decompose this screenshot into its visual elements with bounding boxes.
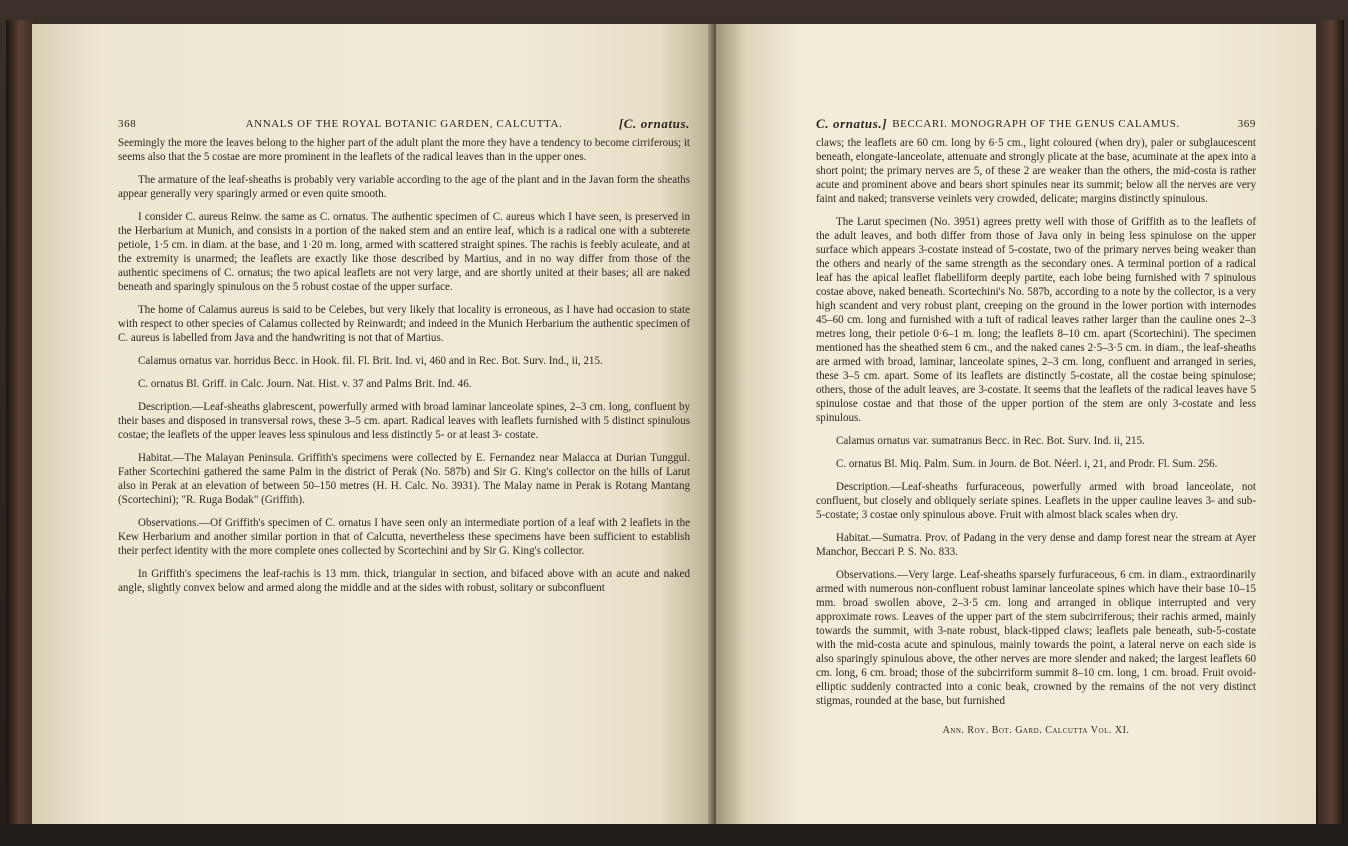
paragraph: In Griffith's specimens the leaf-rachis is 13 mm. thick, triangular in section, and bifaced above with an acute and naked angle, slightly convex below and armed along the middle and at the sides with robust, solitary or subconfluent <box>118 568 690 594</box>
habitat-paragraph: Habitat.—The Malayan Peninsula. Griffith's specimens were collected by E. Fernandez near Malacca at Durian Tunggul. Father Scortechini gathered the same Palm in the district of Perak (No. 587b) and Sir G. King's collector on the hills of Larut also in Perak at an elevation of between 50–150 metres (H. H. Calc. No. 3931). The Malay name in Perak is Rotang Mantang (Scortechini); "R. Ruga Bodak" (Griffith). <box>118 452 690 506</box>
paragraph: The home of Calamus aureus is said to be Celebes, but very likely that locality is erroneous, as I have had occasion to state with respect to other species of Calamus collected by Reinwardt; and indeed in the Munich Herbarium the authentic specimen of C. aureus is labelled from Java and the handwriting is not that of Martius. <box>118 304 690 344</box>
book-cover-edge-right <box>1318 20 1344 824</box>
synonym-citation: C. ornatus Bl. Miq. Palm. Sum. in Journ. de Bot. Néerl. i, 21, and Prodr. Fl. Sum. 256. <box>836 458 1218 470</box>
left-page <box>32 24 714 824</box>
paragraph: The armature of the leaf-sheaths is probably very variable according to the age of the plant and in the Javan form the sheaths appear generally very sparingly armed or even quite smooth. <box>118 174 690 200</box>
running-title: BECCARI. MONOGRAPH OF THE GENUS CALAMUS. <box>892 118 1180 130</box>
variety-heading: Calamus ornatus var. sumatranus Becc. in Rec. Bot. Surv. Ind. ii, 215. <box>836 435 1145 447</box>
description-paragraph: Description.—Leaf-sheaths furfuraceous, powerfully armed with broad lanceolate, not confluent, but closely and obliquely seriate spines. Leaflets in the upper cauline leaves 3- and sub-5-costate; 3 costae only spinulous above. Fruit with almost black scales when dry. <box>816 481 1256 521</box>
left-page-content <box>118 117 690 604</box>
page-number: 369 <box>1237 118 1256 130</box>
running-species-ref: C. ornatus.] <box>816 116 888 131</box>
synonym-citation: C. ornatus Bl. Griff. in Calc. Journ. Nat. Hist. v. 37 and Palms Brit. Ind. 46. <box>138 378 472 390</box>
paragraph: claws; the leaflets are 60 cm. long by 6·5 cm., light coloured (when dry), paler or subglaucescent beneath, elongate-lanceolate, attenuate and strongly plicate at the base, acuminate at the apex into a short point; the primary nerves are 5, of these 2 are weaker than the others, the mid-costa is rather acute and prominent above and bears short spinules near its summit; below all the nerves are very faint and naked; transverse veinlets very crowded, delicate; margins distinctly spinulous. <box>816 137 1256 205</box>
running-species-ref: [C. ornatus. <box>618 116 690 131</box>
observations-paragraph: Observations.—Of Griffith's specimen of C. ornatus I have seen only an intermediate portion of a leaf with 2 leaflets in the Kew Herbarium and another similar portion in that of Calcutta, nevertheless these specimens have been sufficient to establish their perfect identity with the more complete ones collected by Scortechini and by Sir G. King's collector. <box>118 517 690 557</box>
right-page <box>716 24 1316 824</box>
left-running-head <box>118 117 690 133</box>
running-title: ANNALS OF THE ROYAL BOTANIC GARDEN, CALCUTTA. <box>245 118 563 130</box>
habitat-paragraph: Habitat.—Sumatra. Prov. of Padang in the very dense and damp forest near the stream at Ayer Manchor, Beccari P. S. No. 833. <box>816 532 1256 558</box>
paragraph: The Larut specimen (No. 3951) agrees pretty well with those of Griffith as to the leaflets of the adult leaves, and both differ from those of Java only in being less spinulose on the upper surface which appears 3-costate instead of 5-costate, two of the primary nerves being weaker than the others and nearly of the same strength as the secondary ones. A terminal portion of a radical leaf has the apical leaflet flabelliform deeply partite, each lobe being furnished with 7 spinulous costae above, naked beneath. Scortechini's No. 587b, according to a note by the collector, is a very high scandent and very robust plant, creeping on the ground in the lower portion with internodes 45–60 cm. long and furnished with a tuft of radical leaves rather larger than the cauline ones 2–3 metres long, their petiole 0·6–1 m. long; the leaflets 8–10 cm. apart (Scortechini). The specimen mentioned has the sheathed stem 6 cm., and the naked canes 2·5–3·5 cm. in diam., the leaf-sheaths are armed with broad, laminar, lanceolate spines, 2–3 cm. long, confluent and arranged in series, these 3–5 cm. apart. Some of its leaflets are distinctly 5-costate, all the costae being spinulose; others, those of the adult leaves, are 3-costate. It seems that the leaflets of the radical leaves have 5 spinulose costae and that those of the upper portion of the stem are only 3-costate and less spinulous. <box>816 216 1256 424</box>
paragraph: Seemingly the more the leaves belong to the higher part of the adult plant the more they have a tendency to become cirriferous; it seems also that the 5 costae are more prominent in the leaflets of the radical leaves than in the upper ones. <box>118 137 690 163</box>
observations-paragraph: Observations.—Very large. Leaf-sheaths sparsely furfuraceous, 6 cm. in diam., extraordinarily armed with numerous non-confluent robust laminar lanceolate spines which have their base 10–15 mm. broad swollen above, 2–3·5 cm. long and arranged in oblique interrupted and very approximate rows. Leaves of the upper part of the stem subcirriferous; their rachis armed, mainly towards the summit, with 3-nate robust, black-tipped claws; leaflets pale beneath, sub-5-costate with the mid-costa acute and spinulous, mainly towards the point, a lateral nerve on each side is also sparingly spinulous above, the other nerves are more slender and naked; the largest leaflets 60 cm. long, 6 cm. broad; those of the subcirriform summit 8–10 cm. long, 1 cm. broad. Fruit ovoid-elliptic suddenly contracted into a conic beak, crowned by the remains of the not very distinct stigmas, rounded at the base, but furnished <box>816 569 1256 707</box>
right-running-head <box>816 117 1256 133</box>
right-page-content <box>816 117 1256 738</box>
paragraph: I consider C. aureus Reinw. the same as C. ornatus. The authentic specimen of C. aureus which I have seen, is preserved in the Herbarium at Munich, and consists in a portion of the naked stem and an entire leaf, which is a radical one with a subterete petiole, 1·5 cm. in diam. at the base, and 1·20 m. long, armed with scattered straight spines. The rachis is feebly aculeate, and at the extremity is unarmed; the leaflets are exactly like those described by Martius, and in no way differ from those of the authentic specimens of C. ornatus; the two apical leaflets are not very large, and are shortly united at their bases; all are naked beneath and sparingly spinulous on the 5 robust costae of the upper surface. <box>118 211 690 293</box>
page-number: 368 <box>118 118 137 130</box>
page-footer: Ann. Roy. Bot. Gard. Calcutta Vol. XI. <box>942 725 1130 736</box>
variety-heading: Calamus ornatus var. horridus Becc. in Hook. fil. Fl. Brit. Ind. vi, 460 and in Rec. Bot. Surv. Ind., ii, 215. <box>138 355 603 367</box>
description-paragraph: Description.—Leaf-sheaths glabrescent, powerfully armed with broad laminar lanceolate spines, 2–3 cm. long, confluent by their bases and disposed in transversal rows, these 3–5 cm. apart. Radical leaves with leaflets furnished with 5 distinct spinulous costae; the leaflets of the upper leaves less spinulous and less distinctly 5- or at least 3- costate. <box>118 401 690 441</box>
